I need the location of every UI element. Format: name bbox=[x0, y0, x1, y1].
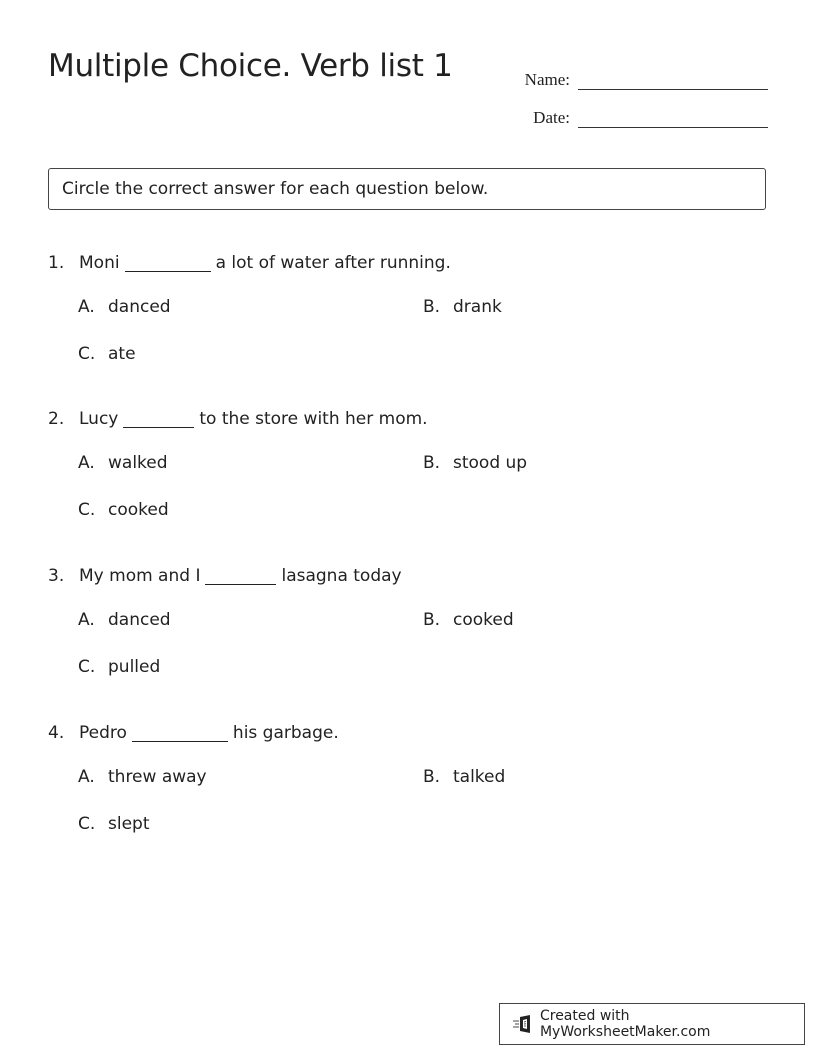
option-text: talked bbox=[453, 767, 506, 787]
option-text: walked bbox=[108, 453, 168, 473]
option-letter: A. bbox=[78, 767, 95, 787]
option-b[interactable] bbox=[423, 297, 502, 317]
name-field[interactable] bbox=[578, 67, 768, 90]
date-label: Date: bbox=[533, 108, 570, 127]
option-letter: B. bbox=[423, 297, 441, 317]
name-date-block bbox=[525, 52, 768, 128]
option-letter: B. bbox=[423, 453, 441, 473]
option-text: drank bbox=[453, 297, 502, 317]
answer-blank[interactable] bbox=[132, 725, 228, 742]
worksheet-logo-icon bbox=[512, 1014, 534, 1034]
option-letter: A. bbox=[78, 453, 95, 473]
question-stem bbox=[48, 407, 768, 431]
question-number: 3. bbox=[48, 566, 65, 586]
date-field[interactable] bbox=[578, 105, 768, 128]
instructions-text: Circle the correct answer for each question below. bbox=[62, 179, 489, 199]
credit-badge[interactable] bbox=[499, 1003, 805, 1045]
question-stem bbox=[48, 564, 768, 588]
name-label: Name: bbox=[524, 70, 570, 89]
option-letter: C. bbox=[78, 657, 96, 677]
question-number: 2. bbox=[48, 409, 65, 429]
option-letter: C. bbox=[78, 814, 96, 834]
option-b[interactable] bbox=[423, 767, 505, 787]
option-text: stood up bbox=[453, 453, 528, 473]
question-3 bbox=[48, 564, 768, 677]
credit-text: Created with MyWorksheetMaker.com bbox=[539, 1008, 711, 1040]
answer-blank[interactable] bbox=[205, 568, 276, 585]
option-b[interactable] bbox=[423, 453, 527, 473]
question-text-before: My mom and I bbox=[79, 566, 201, 586]
question-number: 1. bbox=[48, 253, 65, 273]
instructions-box bbox=[48, 168, 766, 210]
option-c[interactable] bbox=[78, 657, 160, 677]
option-text: slept bbox=[108, 814, 150, 834]
option-a[interactable] bbox=[78, 610, 171, 630]
option-letter: C. bbox=[78, 344, 96, 364]
option-text: danced bbox=[108, 610, 171, 630]
question-text-before: Lucy bbox=[79, 409, 119, 429]
option-letter: C. bbox=[78, 500, 96, 520]
option-c[interactable] bbox=[78, 500, 169, 520]
option-text: ate bbox=[108, 344, 136, 364]
question-4 bbox=[48, 721, 768, 834]
question-stem bbox=[48, 721, 768, 745]
option-text: cooked bbox=[108, 500, 169, 520]
option-letter: B. bbox=[423, 610, 441, 630]
option-a[interactable] bbox=[78, 767, 207, 787]
question-1 bbox=[48, 251, 768, 364]
answer-blank[interactable] bbox=[123, 411, 194, 428]
question-text-after: to the store with her mom. bbox=[199, 409, 428, 429]
option-text: danced bbox=[108, 297, 171, 317]
option-b[interactable] bbox=[423, 610, 514, 630]
question-text-after: a lot of water after running. bbox=[215, 253, 451, 273]
option-letter: B. bbox=[423, 767, 441, 787]
question-text-after: his garbage. bbox=[232, 723, 339, 743]
option-c[interactable] bbox=[78, 814, 150, 834]
answer-blank[interactable] bbox=[125, 255, 211, 272]
option-c[interactable] bbox=[78, 344, 136, 364]
question-2 bbox=[48, 407, 768, 520]
page-title: Multiple Choice. Verb list 1 bbox=[48, 48, 453, 84]
question-text-after: lasagna today bbox=[281, 566, 402, 586]
question-text-before: Pedro bbox=[79, 723, 127, 743]
name-row bbox=[525, 52, 768, 90]
option-letter: A. bbox=[78, 297, 95, 317]
option-a[interactable] bbox=[78, 453, 168, 473]
date-row bbox=[525, 90, 768, 128]
question-number: 4. bbox=[48, 723, 65, 743]
question-stem bbox=[48, 251, 768, 275]
option-a[interactable] bbox=[78, 297, 171, 317]
question-text-before: Moni bbox=[79, 253, 120, 273]
option-text: pulled bbox=[108, 657, 161, 677]
option-letter: A. bbox=[78, 610, 95, 630]
option-text: cooked bbox=[453, 610, 514, 630]
option-text: threw away bbox=[108, 767, 207, 787]
